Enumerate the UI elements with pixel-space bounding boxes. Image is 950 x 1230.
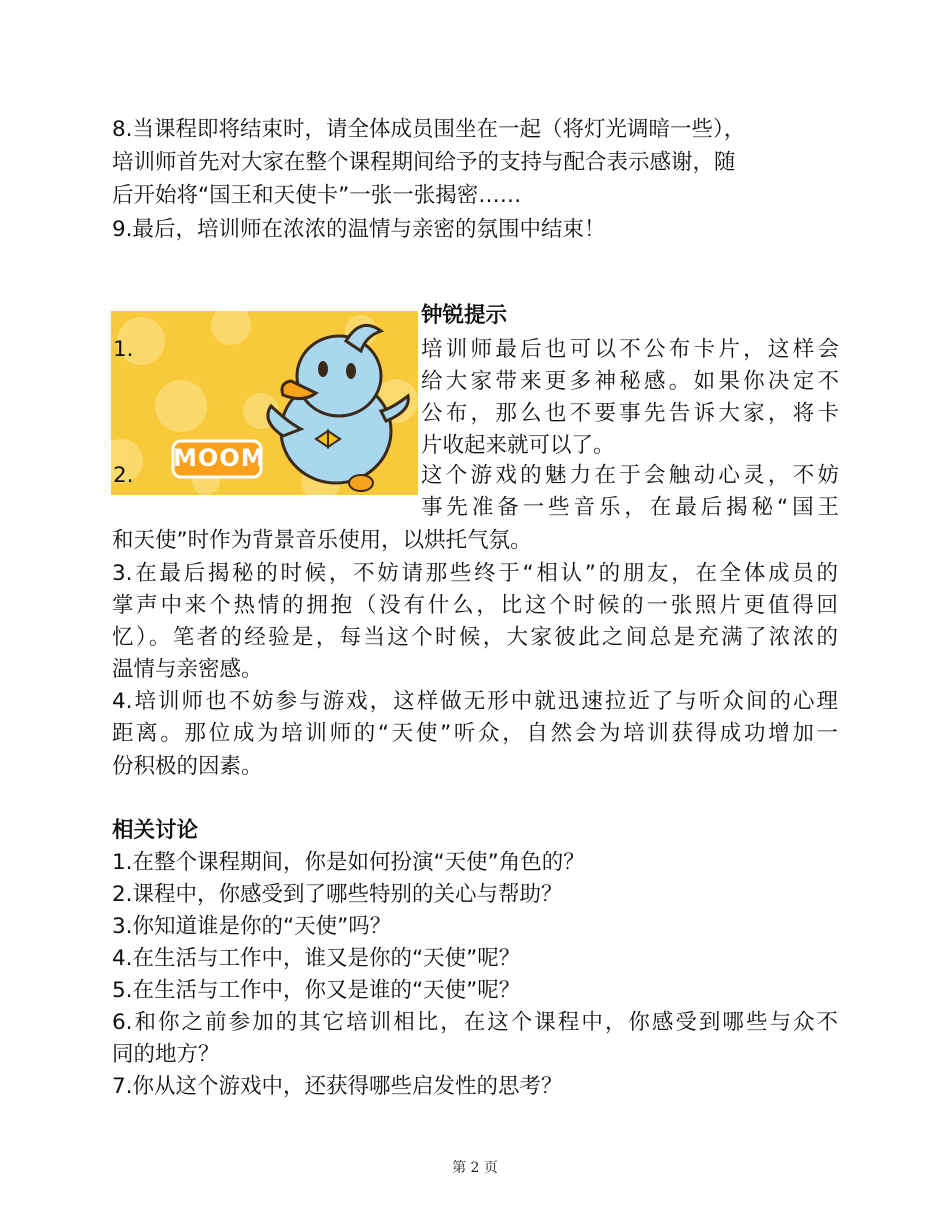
tip-line: 这个游戏的魅力在于会触动心灵，不妨 xyxy=(421,463,839,488)
tip-line: 掌声中来个热情的拥抱（没有什么，比这个时候的一张照片更值得回 xyxy=(112,593,838,618)
discussion-item: 6.和你之前参加的其它培训相比，在这个课程中，你感受到哪些与众不 xyxy=(112,1010,838,1035)
tip-line: 距离。那位成为培训师的“天使”听众，自然会为培训获得成功增加一 xyxy=(112,721,838,746)
discussion-item: 同的地方？ xyxy=(112,1042,220,1067)
tip-line: 片收起来就可以了。 xyxy=(421,433,615,458)
discussion-item: 3.你知道谁是你的“天使”吗？ xyxy=(112,914,392,939)
discussion-item: 4.在生活与工作中，谁又是你的“天使”呢？ xyxy=(112,946,521,971)
discussion-item: 5.在生活与工作中，你又是谁的“天使”呢？ xyxy=(112,978,521,1003)
tip-line: 3.在最后揭秘的时候，不妨请那些终于“相认”的朋友，在全体成员的 xyxy=(112,561,838,586)
discussion-item: 1.在整个课程期间，你是如何扮演“天使”角色的？ xyxy=(112,850,585,875)
tip-marker-2: 2. xyxy=(113,463,134,488)
tip-line: 温情与亲密感。 xyxy=(112,657,263,682)
page-number: 第 2 页 xyxy=(452,1160,498,1176)
paragraph-line: 8.当课程即将结束时，请全体成员围坐在一起（将灯光调暗一些）， xyxy=(112,117,746,142)
tip-line: 份积极的因素。 xyxy=(112,754,263,779)
tip-line: 公布，那么也不要事先告诉大家，将卡 xyxy=(421,401,839,426)
paragraph-line: 9.最后，培训师在浓浓的温情与亲密的氛围中结束！ xyxy=(112,217,606,242)
paragraph-line: 培训师首先对大家在整个课程期间给予的支持与配合表示感谢，随 xyxy=(112,150,736,175)
discussion-item: 7.你从这个游戏中，还获得哪些启发性的思考？ xyxy=(112,1074,563,1099)
discussion-item: 2.课程中，你感受到了哪些特别的关心与帮助？ xyxy=(112,882,563,907)
tip-marker-1: 1. xyxy=(113,337,134,362)
tip-line: 4.培训师也不妨参与游戏，这样做无形中就迅速拉近了与听众间的心理 xyxy=(112,689,838,714)
tip-line: 忆）。笔者的经验是，每当这个时候，大家彼此之间总是充满了浓浓的 xyxy=(112,625,838,650)
paragraph-line: 后开始将“国王和天使卡”一张一张揭密…… xyxy=(112,183,522,208)
cartoon-bird-illustration xyxy=(111,311,418,495)
tips-heading: 钟锐提示 xyxy=(421,303,508,328)
tip-line: 给大家带来更多神秘感。如果你决定不 xyxy=(421,369,839,394)
discussion-heading: 相关讨论 xyxy=(112,818,199,843)
tip-line: 事先准备一些音乐，在最后揭秘“国王 xyxy=(421,495,839,520)
moom-logo-text: MOOM xyxy=(173,444,266,472)
tip-line: 培训师最后也可以不公布卡片，这样会 xyxy=(421,337,839,362)
tip-line: 和天使”时作为背景音乐使用，以烘托气氛。 xyxy=(112,528,532,553)
